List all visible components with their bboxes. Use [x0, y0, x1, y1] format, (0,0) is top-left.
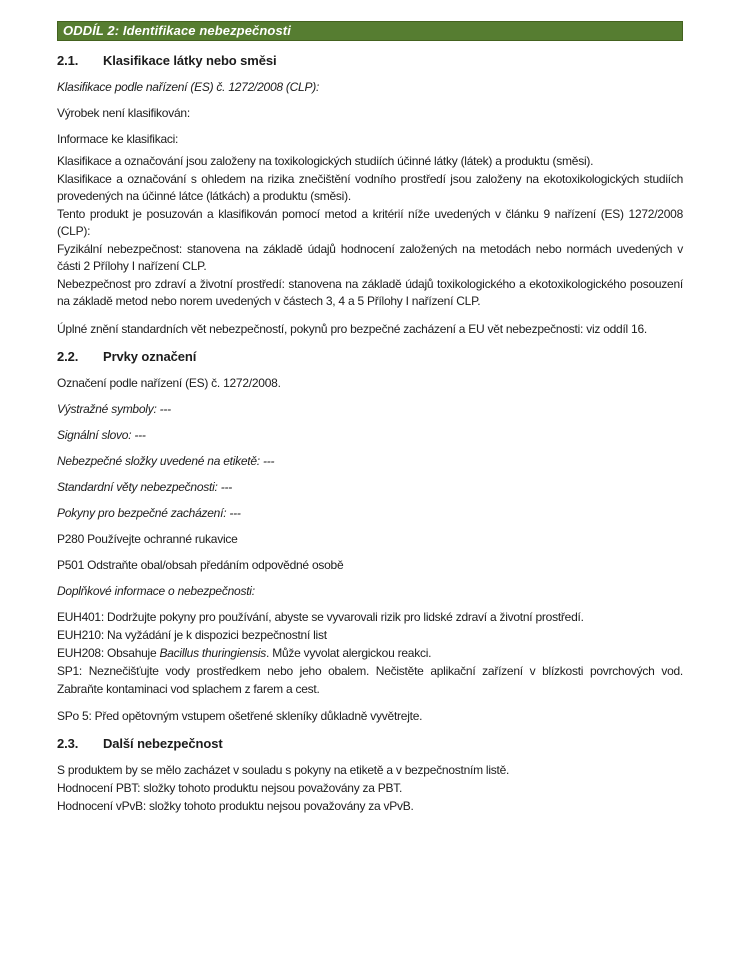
euh210-statement: EUH210: Na vyžádání je k dispozici bezpečnostní list	[57, 627, 327, 642]
sp1-statement: SP1: Neznečišťujte vody prostředkem nebo jeho obalem. Nečistěte aplikační zařízení v blízkosti povrchových vod. Zabraňte kontaminaci vod splachem z farem a cest.	[57, 663, 683, 696]
heading-2-2-title: Prvky označení	[103, 348, 197, 364]
classification-paragraph: Fyzikální nebezpečnost: stanovena na základě údajů hodnocení založených na metodách nebo normách uvedených v části 2 Přílohy I nařízení CLP.	[57, 241, 683, 273]
classification-paragraphs	[57, 153, 683, 311]
heading-2-1-number: 2.1.	[57, 53, 79, 68]
euh401-statement: EUH401: Dodržujte pokyny pro používání, abyste se vyvarovali rizik pro lidské zdraví a životní prostředí.	[57, 609, 584, 624]
classification-paragraph: Klasifikace a označování s ohledem na rizika znečištění vodního prostředí jsou založeny na ekotoxikologických studiích provedených na účinné látce (látkách) a produktu (směsi).	[57, 171, 683, 203]
signal-word-label: Signální slovo: ---	[57, 427, 146, 442]
classification-info-label: Informace ke klasifikaci:	[57, 132, 179, 146]
heading-2-2-number: 2.2.	[57, 348, 79, 364]
not-classified-line: Výrobek není klasifikován:	[57, 106, 190, 120]
classification-paragraph: Tento produkt je posuzován a klasifikován pomocí metod a kritérií níže uvedených v článku 9 nařízení (ES) 1272/2008 (CLP):	[57, 206, 683, 238]
section-2-title: ODDÍL 2: Identifikace nebezpečnosti	[63, 23, 291, 38]
heading-2-1-title: Klasifikace látky nebo směsi	[103, 53, 277, 68]
heading-2-3	[57, 736, 683, 752]
euh-sp-statements	[57, 608, 683, 698]
supplemental-hazard-info-label: Doplňkové informace o nebezpečnosti:	[57, 583, 255, 598]
euh208-species-name: Bacillus thuringiensis	[159, 645, 267, 660]
euh208-suffix: . Může vyvolat alergickou reakci.	[266, 645, 432, 660]
precautionary-statements-label: Pokyny pro bezpečné zacházení: ---	[57, 505, 241, 520]
spo5-statement: SPo 5: Před opětovným vstupem ošetřené skleníky důkladně vyvětrejte.	[57, 708, 423, 723]
heading-2-3-title: Další nebezpečnost	[103, 735, 223, 751]
full-wording-note: Úplné znění standardních vět nebezpečností, pokynů pro bezpečné zacházení a EU vět nebezpečnosti: viz oddíl 16.	[57, 321, 647, 336]
p501-statement: P501 Odstraňte obal/obsah předáním odpovědné osobě	[57, 557, 344, 572]
euh208-statement	[57, 644, 683, 662]
section-2-header-bar	[57, 21, 683, 41]
handling-advice-line: S produktem by se mělo zacházet v souladu s pokyny na etiketě a v bezpečnostním listě.	[57, 762, 510, 777]
other-hazards-lines	[57, 761, 683, 815]
heading-2-2	[57, 349, 683, 365]
labelling-intro-line: Označení podle nařízení (ES) č. 1272/2008.	[57, 375, 281, 390]
clp-classification-label: Klasifikace podle nařízení (ES) č. 1272/2008 (CLP):	[57, 80, 320, 94]
vpvb-assessment-line: Hodnocení vPvB: složky tohoto produktu nejsou považovány za vPvB.	[57, 798, 414, 813]
hazard-statements-label: Standardní věty nebezpečnosti: ---	[57, 479, 232, 494]
p280-statement: P280 Používejte ochranné rukavice	[57, 531, 238, 546]
classification-paragraph: Nebezpečnost pro zdraví a životní prostředí: stanovena na základě údajů toxikologického a ekotoxikologického posouzení na základě metod nebo norem uvedených v částech 3, 4 a 5 Přílohy I nařízení CLP.	[57, 276, 683, 308]
hazardous-components-label: Nebezpečné složky uvedené na etiketě: ---	[57, 453, 275, 468]
heading-2-3-number: 2.3.	[57, 735, 79, 751]
hazard-pictograms-label: Výstražné symboly: ---	[57, 401, 171, 416]
classification-paragraph: Klasifikace a označování jsou založeny na toxikologických studiích účinné látky (látek) a produktu (směsi).	[57, 154, 594, 168]
pbt-assessment-line: Hodnocení PBT: složky tohoto produktu nejsou považovány za PBT.	[57, 780, 403, 795]
heading-2-1	[57, 53, 683, 69]
euh208-prefix: EUH208: Obsahuje	[57, 645, 160, 660]
